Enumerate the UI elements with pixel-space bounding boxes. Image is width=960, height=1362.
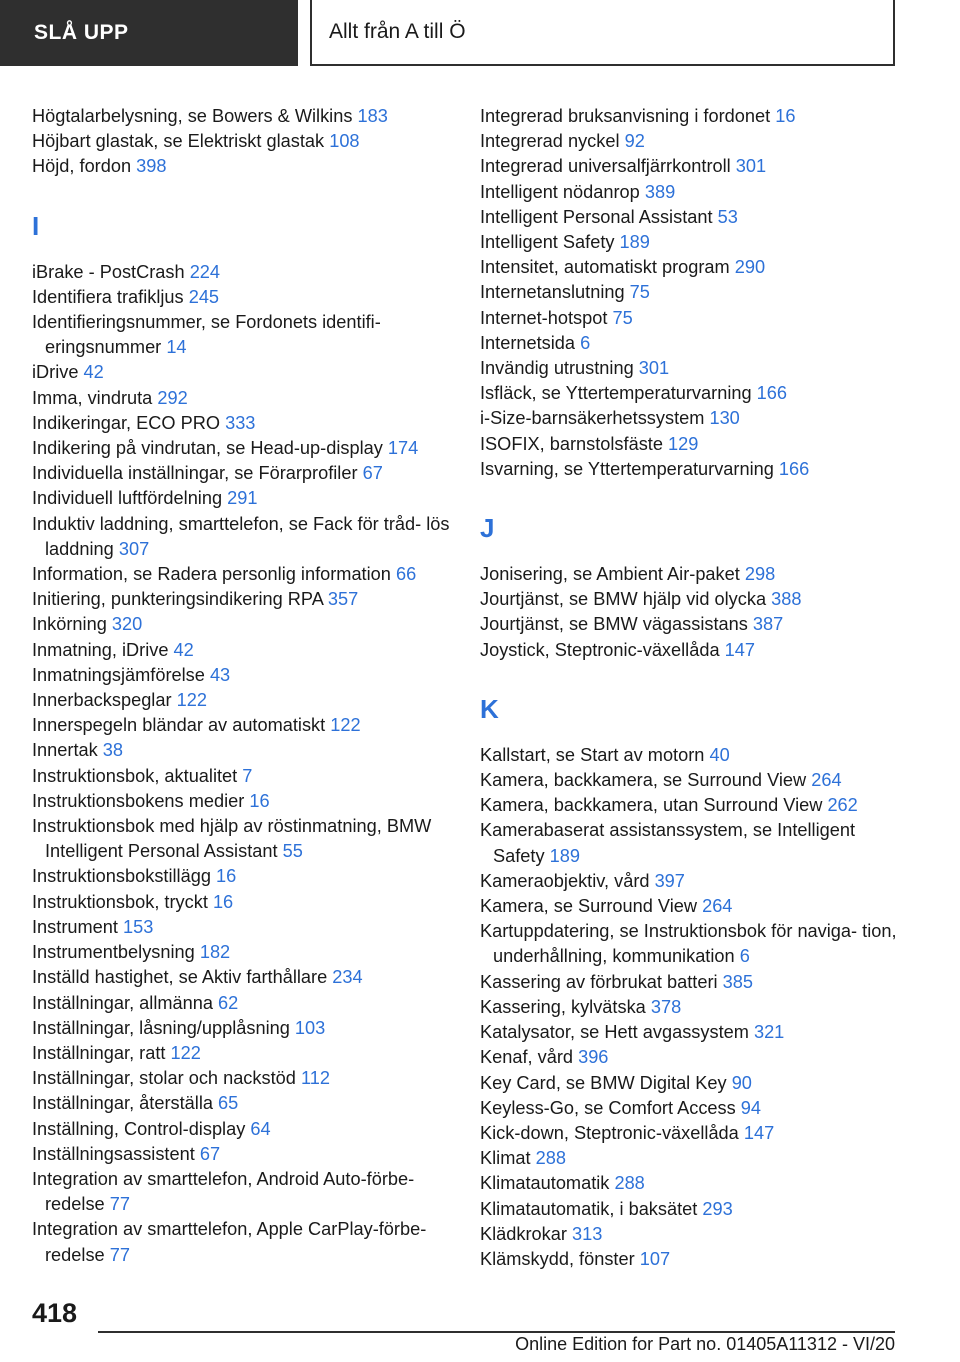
index-entry-text: Kamerabaserat assistanssystem, se Intelligent Safety bbox=[480, 820, 856, 866]
index-entry-text: Klimat bbox=[480, 1148, 531, 1169]
page-reference-link[interactable]: 64 bbox=[250, 1118, 271, 1139]
page-reference-link[interactable]: 288 bbox=[614, 1173, 645, 1194]
index-entry-text: Indikering på vindrutan, se Head-up-display bbox=[32, 438, 383, 459]
index-entry bbox=[32, 965, 462, 990]
index-entry-text: Inställningar, låsning/upplåsning bbox=[32, 1017, 290, 1038]
index-entry bbox=[480, 562, 900, 587]
index-entry-text: Integrerad nyckel bbox=[480, 131, 620, 152]
index-entry bbox=[480, 457, 900, 482]
index-entry-text: Isfläck, se Yttertemperaturvarning bbox=[480, 383, 752, 404]
index-entry-text: Invändig utrustning bbox=[480, 358, 634, 379]
index-entry-text: Intelligent Personal Assistant bbox=[480, 206, 713, 227]
index-entry bbox=[480, 894, 900, 919]
index-entry-text: Isvarning, se Yttertemperaturvarning bbox=[480, 458, 774, 479]
index-entry-text: Kameraobjektiv, vård bbox=[480, 870, 650, 891]
page-reference-link[interactable]: 166 bbox=[778, 458, 810, 479]
index-entry-text: Indikeringar, ECO PRO bbox=[32, 412, 221, 433]
index-entry-text: Identifieringsnummer, se Fordonets identifi‐ eringsnummer bbox=[32, 312, 381, 358]
index-entry-text: Information, se Radera personlig information bbox=[32, 564, 391, 585]
index-entry-text: Key Card, se BMW Digital Key bbox=[480, 1072, 727, 1093]
page-reference-link[interactable]: 7 bbox=[242, 765, 253, 786]
index-entry bbox=[480, 1096, 900, 1121]
index-entry bbox=[32, 638, 462, 663]
page-reference-link[interactable]: 291 bbox=[227, 488, 258, 509]
page-reference-link[interactable]: 290 bbox=[734, 257, 766, 278]
index-entry bbox=[480, 818, 900, 868]
page-number: 418 bbox=[32, 1298, 78, 1328]
index-entry-text: Initiering, punkteringsindikering RPA bbox=[32, 589, 323, 610]
index-entry bbox=[480, 255, 900, 280]
index-entry bbox=[32, 991, 462, 1016]
index-entry-text: Intelligent Safety bbox=[480, 232, 615, 253]
page-reference-link[interactable]: 387 bbox=[752, 614, 784, 635]
page-reference-link[interactable]: 67 bbox=[199, 1143, 221, 1164]
index-entry-text: Inmatning, iDrive bbox=[32, 639, 169, 660]
index-entry-text: Inställd hastighet, se Aktiv farthållare bbox=[32, 967, 328, 988]
page-reference-link[interactable]: 130 bbox=[709, 408, 740, 429]
page-reference-link[interactable]: 147 bbox=[743, 1122, 775, 1143]
index-entry bbox=[32, 129, 462, 154]
index-entry-text: Intensitet, automatiskt program bbox=[480, 257, 730, 278]
index-entry bbox=[32, 688, 462, 713]
index-entry bbox=[480, 793, 900, 818]
index-entry bbox=[32, 1041, 462, 1066]
index-entry bbox=[480, 406, 900, 431]
index-entry-text: Högtalarbelysning, se Bowers & Wilkins bbox=[32, 106, 353, 126]
index-entry-text: Instruktionsbok, aktualitet bbox=[32, 765, 238, 786]
index-entry bbox=[480, 1045, 900, 1070]
index-entry-text: Kick-down, Steptronic-växellåda bbox=[480, 1122, 739, 1143]
page-reference-link[interactable]: 6 bbox=[739, 946, 750, 967]
index-entry bbox=[480, 432, 900, 457]
page-reference-link[interactable]: 16 bbox=[212, 891, 234, 912]
page-reference-link[interactable]: 224 bbox=[189, 261, 221, 282]
index-entry-text: Inmatningsjämförelse bbox=[32, 664, 205, 685]
index-entry bbox=[32, 1142, 462, 1167]
index-entry bbox=[32, 890, 462, 915]
page-reference-link[interactable]: 307 bbox=[118, 538, 150, 559]
index-entry bbox=[480, 1197, 900, 1222]
page-reference-link[interactable]: 42 bbox=[173, 639, 194, 660]
index-entry bbox=[480, 587, 900, 612]
index-entry-text: Inställningar, stolar och nackstöd bbox=[32, 1068, 296, 1089]
index-entry bbox=[32, 154, 462, 179]
page-reference-link[interactable]: 62 bbox=[218, 992, 239, 1013]
index-entry-text: Instruktionsbokens medier bbox=[32, 790, 245, 811]
index-entry-text: Inkörning bbox=[32, 614, 107, 635]
index-entry bbox=[32, 486, 462, 511]
index-entry bbox=[480, 919, 900, 969]
page-reference-link[interactable]: 16 bbox=[775, 106, 796, 126]
page-reference-link[interactable]: 189 bbox=[549, 845, 580, 866]
index-entry bbox=[480, 356, 900, 381]
page-reference-link[interactable]: 40 bbox=[709, 744, 730, 765]
index-entry bbox=[480, 180, 900, 205]
index-entry-text: Innertak bbox=[32, 740, 98, 761]
index-entry bbox=[32, 915, 462, 940]
index-entry-text: Individuell luftfördelning bbox=[32, 488, 223, 509]
index-entry bbox=[32, 713, 462, 738]
index-entry bbox=[32, 1167, 462, 1217]
page-reference-link[interactable]: 288 bbox=[535, 1148, 566, 1169]
index-entry-text: Inställningar, återställa bbox=[32, 1093, 213, 1114]
page-reference-link[interactable]: 292 bbox=[157, 387, 188, 408]
index-entry bbox=[480, 743, 900, 768]
index-entry bbox=[480, 306, 900, 331]
page-reference-link[interactable]: 77 bbox=[109, 1244, 130, 1265]
index-entry bbox=[480, 612, 900, 637]
page-reference-link[interactable]: 189 bbox=[619, 232, 650, 253]
page-reference-link[interactable]: 75 bbox=[629, 282, 650, 303]
page-reference-link[interactable]: 262 bbox=[827, 795, 858, 816]
index-entry-text: Inställningar, allmänna bbox=[32, 992, 213, 1013]
index-entry bbox=[32, 764, 462, 789]
index-entry bbox=[32, 260, 462, 285]
page-reference-link[interactable]: 301 bbox=[638, 358, 670, 379]
index-entry bbox=[480, 1146, 900, 1171]
index-entry bbox=[480, 154, 900, 179]
index-entry-text: Inställningar, ratt bbox=[32, 1042, 166, 1063]
index-entry-text: Jourtjänst, se BMW hjälp vid olycka bbox=[480, 589, 767, 610]
page-reference-link[interactable]: 245 bbox=[188, 286, 220, 307]
page-reference-link[interactable]: 66 bbox=[395, 564, 417, 585]
page-reference-link[interactable]: 108 bbox=[329, 131, 360, 152]
index-entry-text: Klämskydd, fönster bbox=[480, 1248, 635, 1269]
page-reference-link[interactable]: 38 bbox=[102, 740, 124, 761]
index-entry-text: Klädkrokar bbox=[480, 1223, 567, 1244]
index-entry-text: ISOFIX, barnstolsfäste bbox=[480, 433, 663, 454]
page-reference-link[interactable]: 6 bbox=[580, 332, 591, 353]
index-entry-text: Induktiv laddning, smarttelefon, se Fack för tråd‐ lös laddning bbox=[32, 513, 450, 559]
index-entry-text: Internetanslutning bbox=[480, 282, 625, 303]
page-reference-link[interactable]: 398 bbox=[136, 156, 167, 177]
page-reference-link[interactable]: 16 bbox=[249, 790, 270, 811]
index-entry bbox=[32, 104, 462, 129]
page-reference-link[interactable]: 301 bbox=[735, 156, 767, 177]
index-entry-text: Instruktionsbok med hjälp av röstinmatning, BMW Intelligent Personal Assistant bbox=[32, 816, 432, 862]
index-entry-text: Kamera, backkamera, se Surround View bbox=[480, 770, 807, 791]
page-reference-link[interactable]: 122 bbox=[330, 715, 361, 736]
index-entry bbox=[480, 381, 900, 406]
index-entry-text: Internet-hotspot bbox=[480, 307, 608, 328]
index-entry bbox=[480, 995, 900, 1020]
index-entry bbox=[32, 310, 462, 360]
page-reference-link[interactable]: 234 bbox=[332, 967, 363, 988]
page-reference-link[interactable]: 65 bbox=[218, 1093, 239, 1114]
index-entry-text: Kassering, kylvätska bbox=[480, 996, 646, 1017]
index-entry-text: Kamera, backkamera, utan Surround View bbox=[480, 795, 823, 816]
index-entry bbox=[32, 562, 462, 587]
page-reference-link[interactable]: 182 bbox=[199, 942, 231, 963]
index-entry-text: Kenaf, vård bbox=[480, 1047, 574, 1068]
page-reference-link[interactable]: 264 bbox=[811, 770, 842, 791]
index-column-right bbox=[480, 104, 900, 1272]
page-reference-link[interactable]: 333 bbox=[225, 412, 256, 433]
page-reference-link[interactable]: 183 bbox=[357, 106, 388, 126]
page-reference-link[interactable]: 94 bbox=[740, 1097, 762, 1118]
index-entry-text: Integration av smarttelefon, Android Auto-förbe‐ redelse bbox=[32, 1168, 415, 1215]
index-entry-text: Katalysator, se Hett avgassystem bbox=[480, 1022, 749, 1043]
index-entry-text: Instrumentbelysning bbox=[32, 942, 195, 963]
index-entry bbox=[32, 1217, 462, 1267]
index-entry-text: Jourtjänst, se BMW vägassistans bbox=[480, 614, 748, 635]
index-entry bbox=[32, 1091, 462, 1116]
page-reference-link[interactable]: 112 bbox=[300, 1068, 330, 1089]
page-reference-link[interactable]: 264 bbox=[702, 896, 733, 917]
index-entry-text: Höjbart glastak, se Elektriskt glastak bbox=[32, 131, 325, 152]
tab-a-to-z[interactable]: Allt från A till Ö bbox=[310, 0, 895, 66]
index-entry-text: Instruktionsbokstillägg bbox=[32, 866, 211, 887]
index-entry bbox=[480, 1071, 900, 1096]
index-entry-text: Klimatautomatik, i baksätet bbox=[480, 1198, 698, 1219]
index-column-left bbox=[32, 104, 462, 1268]
index-entry bbox=[480, 1247, 900, 1272]
index-entry-text: Jonisering, se Ambient Air-paket bbox=[480, 564, 740, 585]
index-entry bbox=[32, 461, 462, 486]
index-entry-text: Integration av smarttelefon, Apple CarPlay-förbe‐ redelse bbox=[32, 1219, 427, 1265]
page-reference-link[interactable]: 389 bbox=[644, 181, 676, 202]
index-entry-text: Keyless-Go, se Comfort Access bbox=[480, 1097, 736, 1118]
index-letter-heading: J bbox=[480, 513, 495, 544]
index-entry-text: i-Size-barnsäkerhetssystem bbox=[480, 408, 705, 429]
index-entry bbox=[480, 230, 900, 255]
top-navigation bbox=[0, 0, 960, 66]
page-reference-link[interactable]: 396 bbox=[578, 1047, 609, 1068]
index-entry bbox=[480, 129, 900, 154]
index-entry bbox=[480, 205, 900, 230]
index-entry bbox=[32, 738, 462, 763]
page-reference-link[interactable]: 42 bbox=[83, 362, 104, 383]
index-entry bbox=[32, 512, 462, 562]
index-entry bbox=[32, 436, 462, 461]
page-reference-link[interactable]: 92 bbox=[624, 131, 645, 152]
index-entry bbox=[32, 940, 462, 965]
index-entry-text: Inställning, Control-display bbox=[32, 1118, 246, 1139]
index-entry-text: Identifiera trafikljus bbox=[32, 286, 184, 307]
index-entry-text: Kallstart, se Start av motorn bbox=[480, 744, 705, 765]
page-reference-link[interactable]: 298 bbox=[744, 564, 776, 585]
page-reference-link[interactable]: 397 bbox=[654, 870, 685, 891]
page-reference-link[interactable]: 16 bbox=[216, 866, 237, 887]
index-entry bbox=[32, 612, 462, 637]
page-reference-link[interactable]: 122 bbox=[176, 690, 207, 711]
index-entry-text: Klimatautomatik bbox=[480, 1173, 610, 1194]
index-entry bbox=[32, 386, 462, 411]
page-reference-link[interactable]: 129 bbox=[668, 433, 699, 454]
index-entry bbox=[32, 1016, 462, 1041]
index-entry bbox=[32, 814, 462, 864]
page-reference-link[interactable]: 67 bbox=[362, 463, 383, 484]
index-entry-text: Instruktionsbok, tryckt bbox=[32, 891, 208, 912]
index-entry bbox=[480, 1121, 900, 1146]
index-entry-text: Instrument bbox=[32, 916, 118, 937]
page-reference-link[interactable]: 75 bbox=[612, 307, 633, 328]
page-reference-link[interactable]: 55 bbox=[282, 841, 303, 862]
index-entry bbox=[32, 1066, 462, 1091]
page-reference-link[interactable]: 77 bbox=[109, 1194, 130, 1215]
index-entry bbox=[480, 280, 900, 305]
index-entry bbox=[480, 1222, 900, 1247]
page-reference-link[interactable]: 53 bbox=[717, 206, 738, 227]
index-entry bbox=[32, 864, 462, 889]
page-reference-link[interactable]: 321 bbox=[753, 1022, 785, 1043]
footer-divider bbox=[98, 1331, 895, 1333]
page-reference-link[interactable]: 166 bbox=[756, 383, 788, 404]
index-entry-text: Integrerad bruksanvisning i fordonet bbox=[480, 106, 771, 126]
index-entry-text: Innerspegeln bländar av automatiskt bbox=[32, 715, 326, 736]
index-entry bbox=[480, 869, 900, 894]
index-entry-text: Individuella inställningar, se Förarprofiler bbox=[32, 463, 358, 484]
page-reference-link[interactable]: 153 bbox=[122, 916, 154, 937]
index-entry bbox=[480, 638, 900, 663]
index-entry bbox=[32, 285, 462, 310]
index-entry bbox=[480, 104, 900, 129]
index-entry bbox=[480, 1171, 900, 1196]
index-entry-text: Höjd, fordon bbox=[32, 156, 132, 177]
page-reference-link[interactable]: 147 bbox=[724, 639, 755, 660]
index-entry-text: Inställningsassistent bbox=[32, 1143, 195, 1164]
index-entry-text: Joystick, Steptronic-växellåda bbox=[480, 639, 720, 660]
page-reference-link[interactable]: 107 bbox=[639, 1248, 671, 1269]
index-entry-text: Innerbackspeglar bbox=[32, 690, 172, 711]
index-entry bbox=[480, 768, 900, 793]
page-reference-link[interactable]: 313 bbox=[572, 1223, 603, 1244]
page-reference-link[interactable]: 293 bbox=[702, 1198, 733, 1219]
page-reference-link[interactable]: 14 bbox=[166, 337, 187, 358]
index-entry-text: iBrake - PostCrash bbox=[32, 261, 185, 282]
index-entry-text: Imma, vindruta bbox=[32, 387, 153, 408]
index-letter-heading: I bbox=[32, 210, 40, 241]
tab-look-up[interactable]: SLÅ UPP bbox=[0, 0, 298, 66]
index-entry bbox=[480, 970, 900, 995]
index-entry-text: Intelligent nödanrop bbox=[480, 181, 640, 202]
index-entry-text: Kamera, se Surround View bbox=[480, 896, 698, 917]
index-entry bbox=[480, 1020, 900, 1045]
page-reference-link[interactable]: 43 bbox=[209, 664, 231, 685]
page-reference-link[interactable]: 385 bbox=[722, 971, 753, 992]
index-entry-text: Kassering av förbrukat batteri bbox=[480, 971, 718, 992]
index-entry-text: Kartuppdatering, se Instruktionsbok för naviga‐ tion, underhållning, kommunikation bbox=[480, 921, 897, 967]
index-entry bbox=[32, 1117, 462, 1142]
edition-info: Online Edition for Part no. 01405A11312 - VI/20 bbox=[515, 1334, 895, 1354]
index-entry bbox=[480, 331, 900, 356]
page-reference-link[interactable]: 320 bbox=[111, 614, 143, 635]
page-reference-link[interactable]: 174 bbox=[387, 438, 419, 459]
index-entry bbox=[32, 411, 462, 436]
page-reference-link[interactable]: 90 bbox=[731, 1072, 752, 1093]
page-reference-link[interactable]: 103 bbox=[294, 1017, 326, 1038]
page-reference-link[interactable]: 122 bbox=[170, 1042, 201, 1063]
page-reference-link[interactable]: 357 bbox=[327, 589, 359, 610]
page-reference-link[interactable]: 378 bbox=[650, 996, 682, 1017]
index-entry bbox=[32, 789, 462, 814]
index-letter-heading: K bbox=[480, 693, 499, 724]
page-reference-link[interactable]: 388 bbox=[771, 589, 802, 610]
index-entry-text: Internetsida bbox=[480, 332, 576, 353]
index-entry-text: Integrerad universalfjärrkontroll bbox=[480, 156, 731, 177]
index-entry bbox=[32, 587, 462, 612]
index-entry bbox=[32, 663, 462, 688]
index-entry bbox=[32, 360, 462, 385]
index-entry-text: iDrive bbox=[32, 362, 79, 383]
